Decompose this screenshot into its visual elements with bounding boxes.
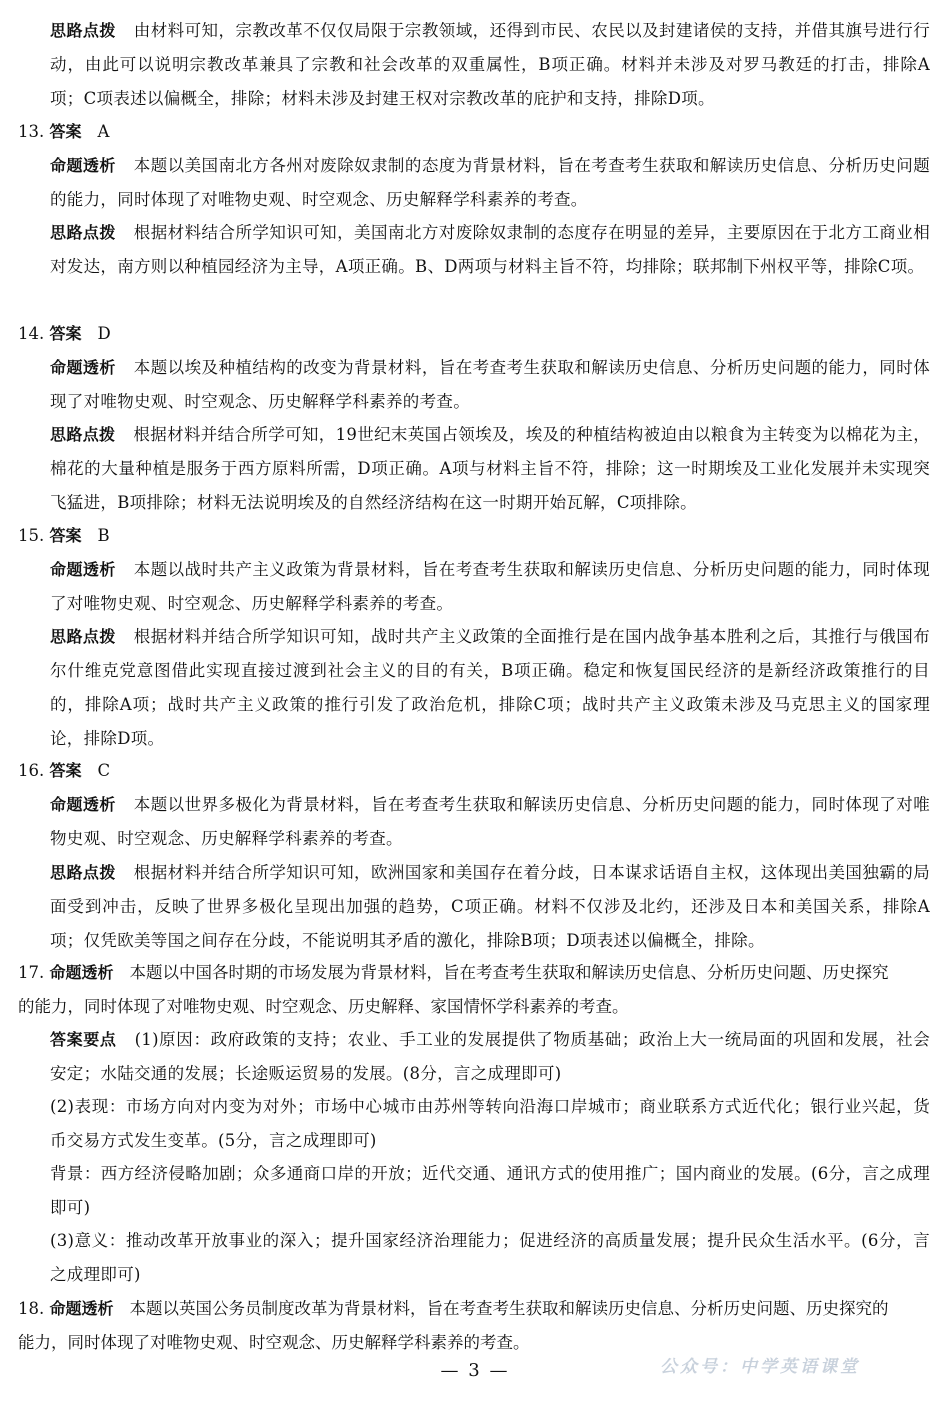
q16-number: 16. — [18, 761, 45, 780]
q13-silu-text: 根据材料结合所学知识可知，美国南北方对废除奴隶制的态度存在明显的差异，主要原因在于北方工商业相对发达，南方则以种植园经济为主导，A项正确。B、D两项与材料主旨不符，均排除；联邦制下州权平等，排除C项。 — [50, 223, 930, 276]
q14-answer-line — [18, 317, 898, 351]
q14-mingti-text: 本题以埃及种植结构的改变为背景材料，旨在考查考生获取和解读历史信息、分析历史问题的能力，同时体现了对唯物史观、时空观念、历史解释学科素养的考查。 — [50, 358, 930, 411]
q14-answer: D — [97, 324, 111, 343]
q15-mingti-paragraph — [50, 553, 930, 621]
mingti-label: 命题透析 — [49, 963, 114, 982]
top-silu-text: 由材料可知，宗教改革不仅仅局限于宗教领域，还得到市民、农民以及封建诸侯的支持，并借其旗号进行行动，由此可以说明宗教改革兼具了宗教和社会改革的双重属性，B项正确。材料并未涉及对罗马教廷的打击，排除A项；C项表述以偏概全，排除；材料未涉及封建王权对宗教改革的庇护和支持，排除D项。 — [50, 21, 930, 108]
q15-number: 15. — [18, 526, 45, 545]
q18-mingti-line — [18, 1292, 898, 1360]
q17-yaodian-paragraph — [50, 1023, 930, 1091]
answer-label: 答案 — [49, 761, 82, 780]
top-silu-paragraph — [50, 14, 930, 116]
q17-yaodian-text: (1)原因：政府政策的支持；农业、手工业的发展提供了物质基础；政治上大一统局面的巩固和发展，社会安定；水陆交通的发展；长途贩运贸易的发展。(8分，言之成理即可) — [50, 1030, 931, 1083]
answer-label: 答案 — [49, 324, 82, 343]
q15-silu-paragraph — [50, 620, 930, 756]
q13-mingti-paragraph — [50, 149, 930, 217]
q15-silu-text: 根据材料并结合所学知识可知，战时共产主义政策的全面推行是在国内战争基本胜利之后，其推行与俄国布尔什维克党意图借此实现直接过渡到社会主义的目的有关，B项正确。稳定和恢复国民经济的是新经济政策推行的目的，排除A项；战时共产主义政策的推行引发了政治危机，排除C项；战时共产主义政策未涉及马克思主义的国家理论，排除D项。 — [50, 627, 930, 748]
q18-mingti-text: 本题以英国公务员制度改革为背景材料，旨在考查考生获取和解读历史信息、分析历史问题、历史探究的能力，同时体现了对唯物史观、时空观念、历史解释学科素养的考查。 — [18, 1299, 889, 1352]
q16-mingti-paragraph — [50, 788, 930, 856]
yaodian-label: 答案要点 — [50, 1030, 117, 1049]
mingti-label: 命题透析 — [50, 156, 116, 175]
silu-label: 思路点拨 — [50, 627, 116, 646]
q16-silu-paragraph — [50, 856, 930, 958]
q16-answer-line — [18, 754, 898, 788]
silu-label: 思路点拨 — [50, 21, 116, 40]
q14-number: 14. — [18, 324, 45, 343]
mingti-label: 命题透析 — [50, 795, 116, 814]
answer-label: 答案 — [49, 526, 82, 545]
silu-label: 思路点拨 — [50, 863, 116, 882]
q17-number: 17. — [18, 963, 45, 982]
q17-mingti-line — [18, 956, 898, 1024]
q13-answer: A — [97, 122, 110, 141]
q13-number: 13. — [18, 122, 45, 141]
q16-answer: C — [97, 761, 111, 780]
q14-mingti-paragraph — [50, 351, 930, 419]
watermark: 公众号：中学英语课堂 — [660, 1357, 860, 1377]
q17-part2-paragraph: (2)表现：市场方向对内变为对外；市场中心城市由苏州等转向沿海口岸城市；商业联系方式近代化；银行业兴起，货币交易方式发生变革。(5分，言之成理即可) — [50, 1097, 930, 1150]
silu-label: 思路点拨 — [50, 223, 116, 242]
mingti-label: 命题透析 — [50, 560, 116, 579]
q17-background-paragraph: 背景：西方经济侵略加剧；众多通商口岸的开放；近代交通、通讯方式的使用推广；国内商业的发展。(6分，言之成理即可) — [50, 1164, 930, 1217]
mingti-label: 命题透析 — [49, 1299, 114, 1318]
q15-mingti-text: 本题以战时共产主义政策为背景材料，旨在考查考生获取和解读历史信息、分析历史问题的能力，同时体现了对唯物史观、时空观念、历史解释学科素养的考查。 — [50, 560, 930, 613]
q16-silu-text: 根据材料并结合所学知识可知，欧洲国家和美国存在着分歧，日本谋求话语自主权，这体现出美国独霸的局面受到冲击，反映了世界多极化呈现出加强的趋势，C项正确。材料不仅涉及北约，还涉及日本和美国关系，排除A项；仅凭欧美等国之间存在分歧，不能说明其矛盾的激化，排除B项；D项表述以偏概全，排除。 — [50, 863, 930, 950]
q17-mingti-text: 本题以中国各时期的市场发展为背景材料，旨在考查考生获取和解读历史信息、分析历史问题、历史探究的能力，同时体现了对唯物史观、时空观念、历史解释、家国情怀学科素养的考查。 — [18, 963, 889, 1016]
answer-label: 答案 — [49, 122, 82, 141]
q14-silu-paragraph — [50, 418, 930, 520]
q18-number: 18. — [18, 1299, 45, 1318]
q14-silu-text: 根据材料并结合所学可知，19世纪末英国占领埃及，埃及的种植结构被迫由以粮食为主转变为以棉花为主，棉花的大量种植是服务于西方原料所需，D项正确。A项与材料主旨不符，排除；这一时期埃及工业化发展并未实现突飞猛进，B项排除；材料无法说明埃及的自然经济结构在这一时期开始瓦解，C项排除。 — [50, 425, 931, 512]
q15-answer-line — [18, 519, 898, 553]
q17-part3-paragraph: (3)意义：推动改革开放事业的深入；提升国家经济治理能力；促进经济的高质量发展；提升民众生活水平。(6分，言之成理即可) — [50, 1231, 930, 1284]
q13-mingti-text: 本题以美国南北方各州对废除奴隶制的态度为背景材料，旨在考查考生获取和解读历史信息、分析历史问题的能力，同时体现了对唯物史观、时空观念、历史解释学科素养的考查。 — [50, 156, 930, 209]
silu-label: 思路点拨 — [50, 425, 116, 444]
page-number: — 3 — — [440, 1360, 510, 1381]
q16-mingti-text: 本题以世界多极化为背景材料，旨在考查考生获取和解读历史信息、分析历史问题的能力，同时体现了对唯物史观、时空观念、历史解释学科素养的考查。 — [50, 795, 930, 848]
q13-silu-paragraph — [50, 216, 930, 284]
q13-answer-line — [18, 115, 898, 149]
mingti-label: 命题透析 — [50, 358, 116, 377]
q15-answer: B — [97, 526, 110, 545]
